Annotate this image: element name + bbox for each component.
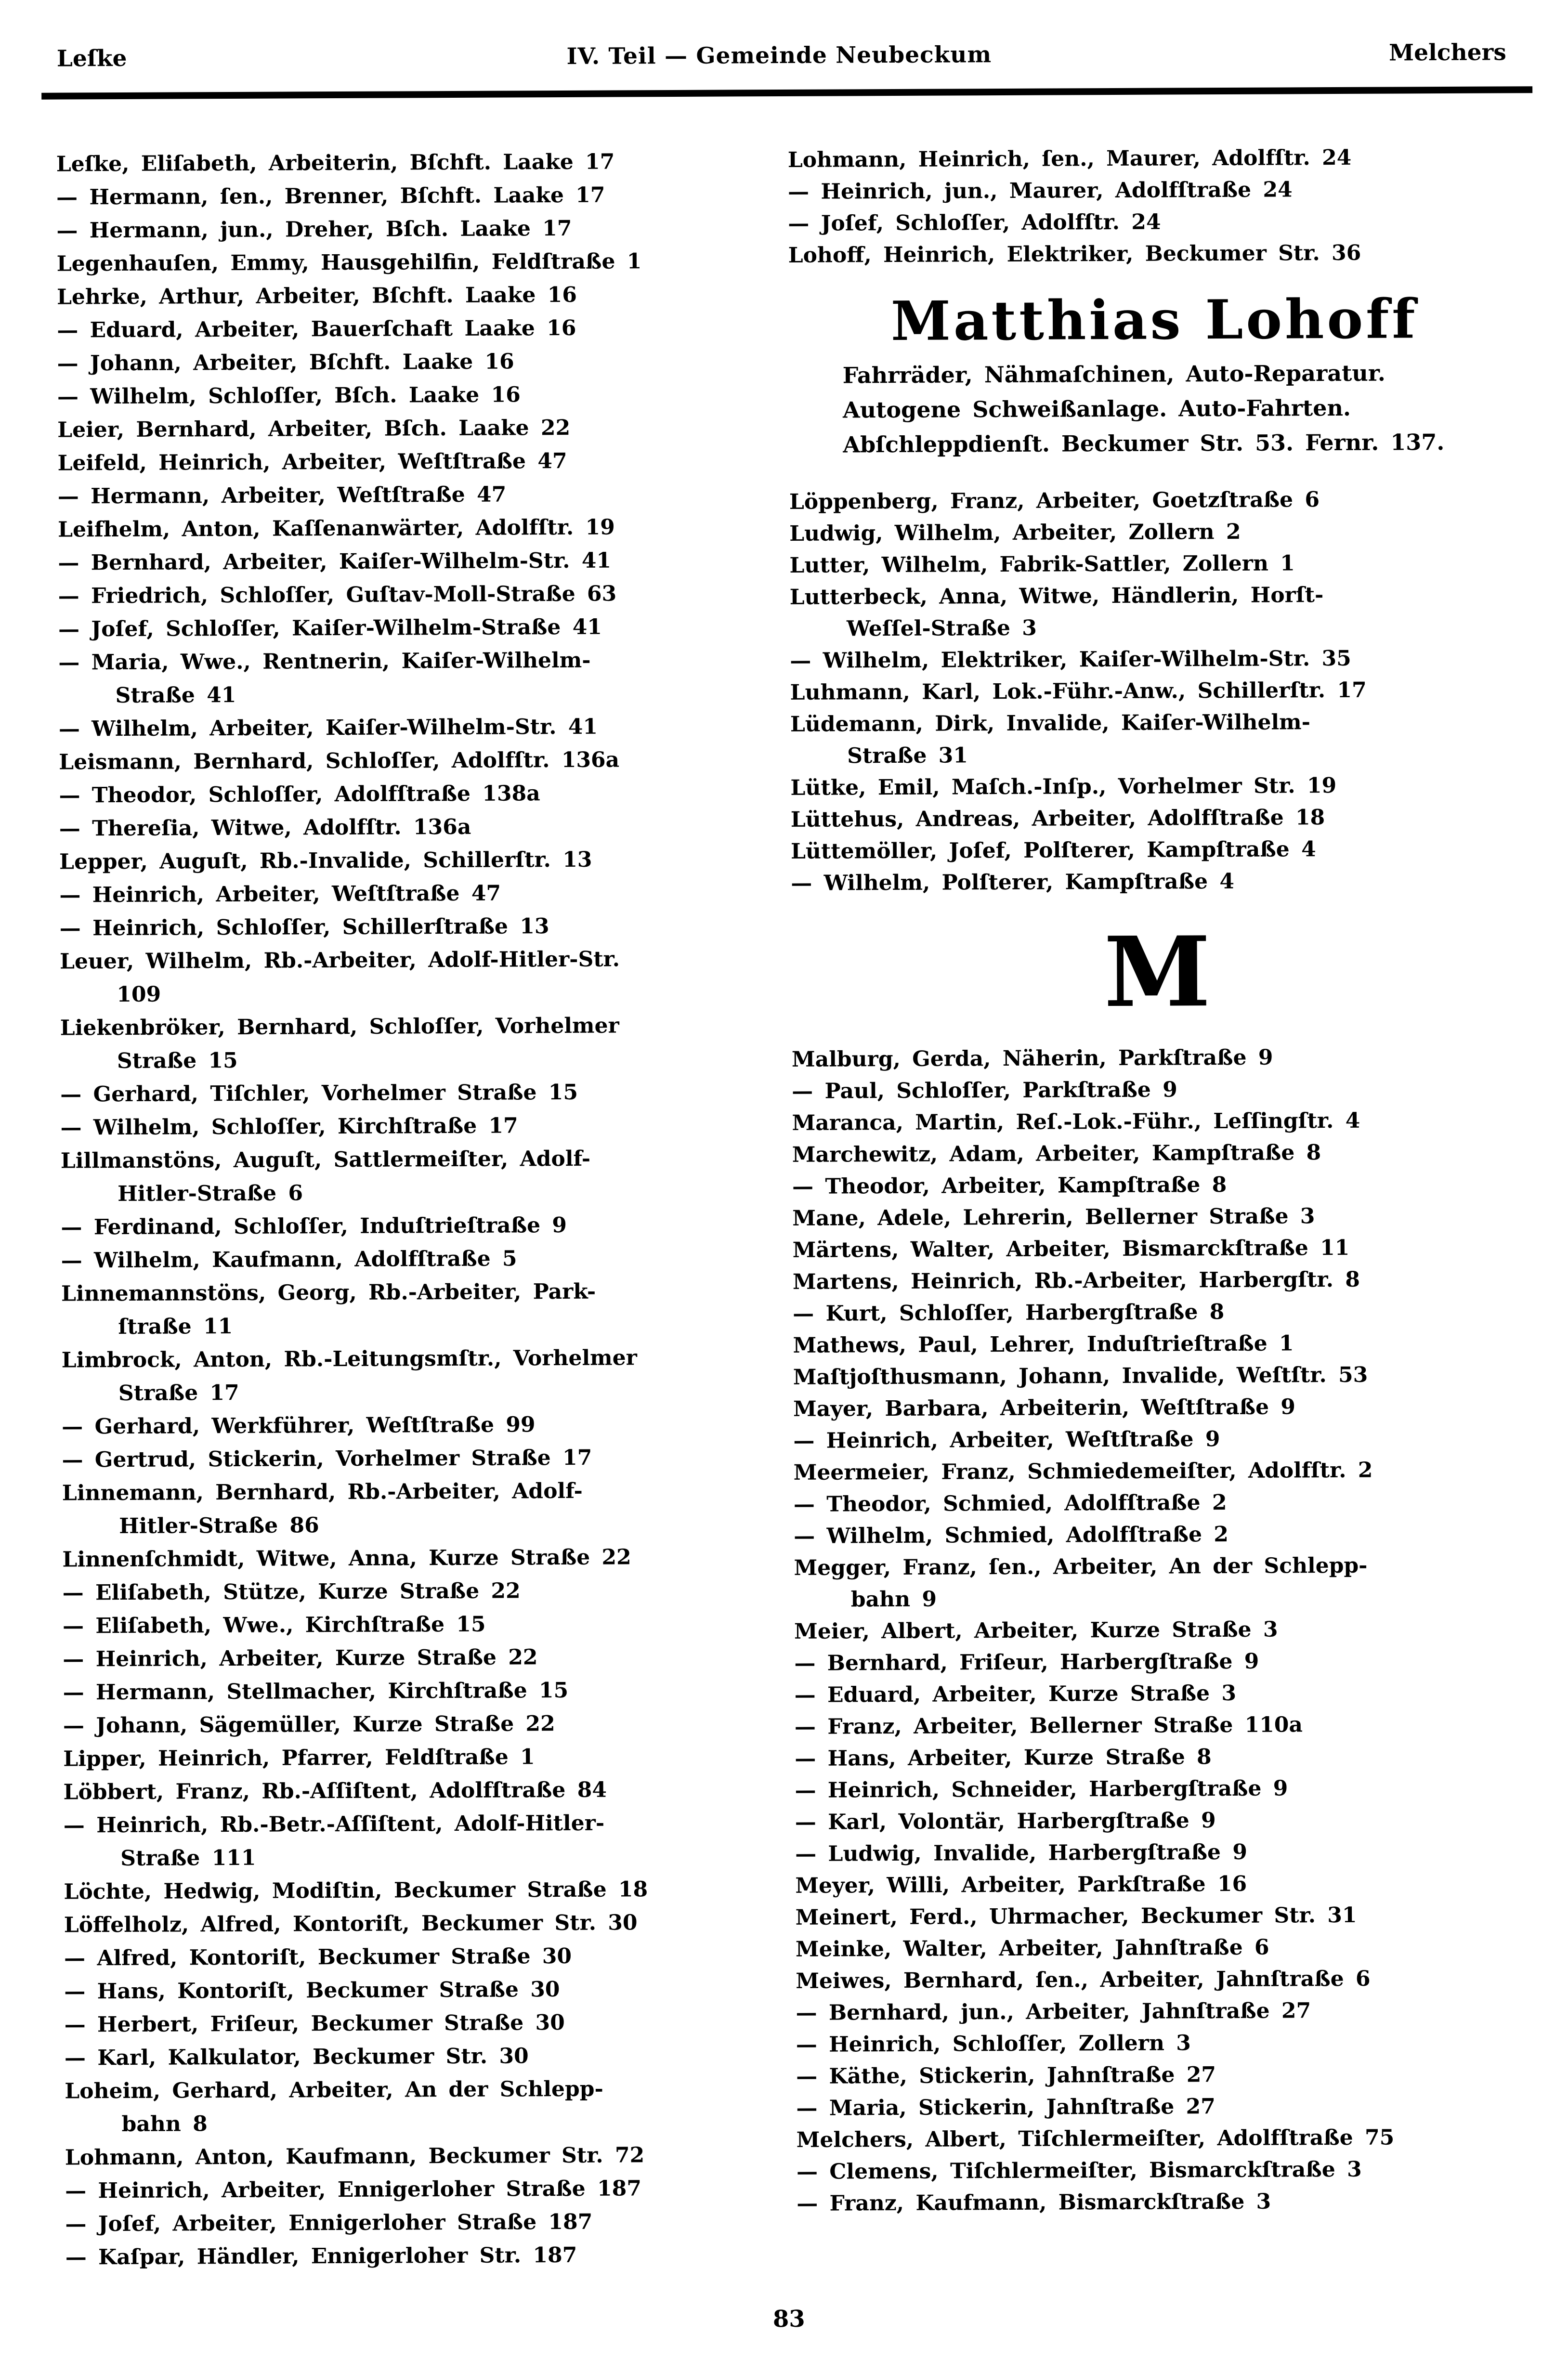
ad-title: Matthias Lohoff: [890, 287, 1418, 353]
directory-entry-line: Lüdemann, Dirk, Invalide, Kaiſer-Wilhelm-: [790, 710, 1311, 737]
directory-entry-line: Meinke, Walter, Arbeiter, Jahnſtraße 6: [795, 1935, 1269, 1962]
directory-entry-line: Lillmanstöns, Auguſt, Sattlermeiſter, Adolf-: [60, 1146, 591, 1173]
directory-entry-line: — Maria, Stickerin, Jahnſtraße 27: [796, 2094, 1215, 2121]
directory-entry-line: — Kaſpar, Händler, Ennigerloher Str. 187: [65, 2242, 577, 2270]
directory-entry-line: — Wilhelm, Schloſſer, Bſch. Laake 16: [57, 382, 521, 409]
directory-entry-line: Märtens, Walter, Arbeiter, Bismarckſtraße 11: [792, 1235, 1350, 1263]
right-column: [788, 141, 1529, 2220]
directory-entry-line: Lüttehus, Andreas, Arbeiter, Adolfſtraße 18: [790, 805, 1325, 832]
directory-entry-line: — Kurt, Schloſſer, Harbergſtraße 8: [793, 1300, 1225, 1326]
directory-entry-line: — Heinrich, Arbeiter, Kurze Straße 22: [63, 1645, 538, 1672]
directory-entry-line: Malburg, Gerda, Näherin, Parkſtraße 9: [791, 1045, 1273, 1072]
directory-entry-line: Leier, Bernhard, Arbeiter, Bſch. Laake 22: [57, 415, 571, 443]
header-rule: [41, 86, 1532, 100]
directory-entry-line: — Käthe, Stickerin, Jahnſtraße 27: [796, 2062, 1216, 2089]
right-mid-entries: [789, 483, 1523, 899]
directory-entry-line: — Alfred, Kontoriſt, Beckumer Straße 30: [64, 1943, 572, 1971]
left-column: [56, 144, 783, 2274]
directory-entry-line: — Heinrich, Arbeiter, Ennigerloher Straße 187: [65, 2176, 642, 2203]
directory-entry-line: Lüttemöller, Joſef, Polſterer, Kampſtraße 4: [790, 837, 1316, 864]
directory-entry-line: — Gerhard, Werkführer, Weſtſtraße 99: [62, 1412, 536, 1439]
directory-entry-line: Loheim, Gerhard, Arbeiter, An der Schlepp-: [65, 2076, 603, 2104]
directory-entry-line: — Hermann, ſen., Brenner, Bſchft. Laake 17: [56, 182, 605, 210]
directory-entry-line: bahn 9: [850, 1587, 937, 1612]
directory-entry-line: Meermeier, Franz, Schmiedemeiſter, Adolfſtr. 2: [793, 1458, 1373, 1485]
directory-entry-line: — Heinrich, jun., Maurer, Adolfſtraße 24: [787, 177, 1293, 204]
directory-entry-line: Lehrke, Arthur, Arbeiter, Bſchft. Laake 16: [56, 282, 577, 310]
directory-entry-line: — Heinrich, Arbeiter, Weſtſtraße 9: [793, 1427, 1220, 1453]
directory-entry-line: — Hans, Arbeiter, Kurze Straße 8: [795, 1745, 1212, 1771]
directory-entry-line: Melchers, Albert, Tiſchlermeiſter, Adolfſtraße 75: [796, 2125, 1395, 2152]
directory-entry-line: Megger, Franz, ſen., Arbeiter, An der Schlepp-: [794, 1553, 1368, 1580]
directory-entry-line: Ludwig, Wilhelm, Arbeiter, Zollern 2: [789, 519, 1241, 546]
directory-entry-line: Meiwes, Bernhard, ſen., Arbeiter, Jahnſtraße 6: [796, 1966, 1371, 1994]
directory-entry-line: — Hermann, Stellmacher, Kirchſtraße 15: [63, 1678, 569, 1705]
ad-line-3: Abſchleppdienſt. Beckumer Str. 53. Fernr. 137.: [843, 429, 1445, 458]
directory-entry-line: — Bernhard, jun., Arbeiter, Jahnſtraße 27: [796, 1998, 1311, 2025]
directory-entry-line: Lutterbeck, Anna, Witwe, Händlerin, Horſt-: [789, 583, 1324, 610]
directory-entry-line: — Karl, Kalkulator, Beckumer Str. 30: [64, 2044, 529, 2071]
directory-entry-line: — Wilhelm, Elektriker, Kaiſer-Wilhelm-Str. 35: [790, 646, 1351, 673]
right-top-entries: [788, 141, 1520, 272]
directory-entry-line: — Hermann, Arbeiter, Weſtſtraße 47: [57, 482, 507, 509]
directory-entry-line: Lohmann, Anton, Kaufmann, Beckumer Str. 72: [65, 2143, 645, 2170]
directory-entry-line: Straße 111: [120, 1845, 256, 1871]
directory-entry-line: — Theodor, Schmied, Adolfſtraße 2: [793, 1490, 1227, 1517]
right-bottom-entries: [792, 1041, 1529, 2220]
directory-entry-line: Straße 17: [118, 1380, 239, 1406]
directory-entry-line: — Johann, Sägemüller, Kurze Straße 22: [63, 1711, 555, 1738]
directory-entry-line: Meinert, Ferd., Uhrmacher, Beckumer Str. 31: [795, 1903, 1357, 1930]
directory-entry-line: Linnemannstöns, Georg, Rb.-Arbeiter, Park-: [61, 1279, 596, 1306]
directory-entry-line: Limbrock, Anton, Rb.-Leitungsmſtr., Vorhelmer: [61, 1345, 637, 1373]
directory-entry-line: — Wilhelm, Kaufmann, Adolfſtraße 5: [61, 1246, 517, 1273]
directory-entry-line: Maſtjoſthusmann, Johann, Invalide, Weſtſtr. 53: [793, 1362, 1368, 1390]
directory-entry-line: Legenhauſen, Emmy, Hausgehilfin, Feldſtraße 1: [56, 249, 642, 276]
directory-entry-line: — Heinrich, Schloſſer, Schillerſtraße 13: [59, 914, 549, 941]
directory-entry-line: — Thereſia, Witwe, Adolfſtr. 136a: [59, 814, 471, 841]
page-header: [0, 39, 1563, 75]
directory-entry-line: — Gertrud, Stickerin, Vorhelmer Straße 17: [62, 1445, 592, 1473]
directory-entry-line: — Friedrich, Schloſſer, Guſtav-Moll-Straße 63: [58, 581, 617, 609]
advertisement-block: [788, 283, 1521, 462]
directory-entry-line: — Bernhard, Friſeur, Harbergſtraße 9: [794, 1649, 1259, 1676]
directory-entry-line: — Joſef, Schloſſer, Kaiſer-Wilhelm-Straße 41: [58, 614, 602, 642]
directory-entry-line: — Joſef, Schloſſer, Adolfſtr. 24: [788, 209, 1161, 236]
directory-entry-line: — Hans, Kontoriſt, Beckumer Straße 30: [64, 1977, 560, 2004]
directory-entry-line: Löppenberg, Franz, Arbeiter, Goetzſtraße 6: [789, 487, 1320, 514]
directory-entry-line: Meyer, Willi, Arbeiter, Parkſtraße 16: [795, 1871, 1247, 1898]
directory-entry-line: Straße 41: [115, 682, 236, 708]
directory-entry-line: Straße 31: [847, 743, 968, 769]
directory-entry-line: Löchte, Hedwig, Modiſtin, Beckumer Straße 18: [64, 1877, 648, 1904]
directory-entry-line: — Gerhard, Tiſchler, Vorhelmer Straße 15: [60, 1080, 578, 1107]
directory-entry-line: — Wilhelm, Schmied, Adolfſtraße 2: [794, 1522, 1229, 1549]
directory-entry-line: Lohoff, Heinrich, Elektriker, Beckumer Str. 36: [788, 240, 1361, 268]
directory-entry-line: — Clemens, Tiſchlermeiſter, Bismarckſtraße 3: [796, 2157, 1362, 2184]
directory-entry-line: — Joſef, Arbeiter, Ennigerloher Straße 187: [65, 2209, 593, 2237]
directory-entry-line: — Eliſabeth, Stütze, Kurze Straße 22: [62, 1578, 521, 1605]
directory-entry-line: Hitler-Straße 86: [119, 1513, 319, 1539]
directory-entry-line: — Paul, Schloſſer, Parkſtraße 9: [792, 1077, 1177, 1104]
directory-entry-line: — Karl, Volontär, Harbergſtraße 9: [795, 1808, 1216, 1835]
directory-entry-line: bahn 8: [121, 2111, 208, 2137]
directory-entry-line: — Wilhelm, Schloſſer, Kirchſtraße 17: [60, 1113, 518, 1140]
directory-entry-line: — Theodor, Arbeiter, Kampſtraße 8: [792, 1172, 1227, 1199]
header-catchword-right: Melchers: [1388, 39, 1506, 66]
directory-entry-line: Lohmann, Heinrich, ſen., Maurer, Adolfſtr. 24: [787, 145, 1352, 172]
directory-entry-line: Luhmann, Karl, Lok.-Führ.-Anw., Schillerſtr. 17: [790, 678, 1367, 705]
directory-entry-line: Linnemann, Bernhard, Rb.-Arbeiter, Adolf-: [62, 1478, 583, 1506]
directory-entry-line: — Eduard, Arbeiter, Kurze Straße 3: [794, 1681, 1237, 1707]
directory-entry-line: Löbbert, Franz, Rb.-Aſſiſtent, Adolfſtraße 84: [63, 1777, 607, 1805]
page-number: 83: [772, 2305, 805, 2333]
directory-entry-line: — Eliſabeth, Wwe., Kirchſtraße 15: [62, 1612, 486, 1639]
directory-entry-line: — Ludwig, Invalide, Harbergſtraße 9: [795, 1839, 1247, 1866]
ad-line-2: Autogene Schweißanlage. Auto-Fahrten.: [842, 394, 1351, 423]
directory-entry-line: — Theodor, Schloſſer, Adolfſtraße 138a: [59, 781, 540, 808]
directory-entry-line: — Eduard, Arbeiter, Bauerſchaft Laake 16: [57, 315, 576, 343]
directory-entry-line: — Wilhelm, Arbeiter, Kaiſer-Wilhelm-Str. 41: [58, 714, 598, 742]
header-title: IV. Teil — Gemeinde Neubeckum: [566, 41, 992, 70]
directory-entry-line: — Heinrich, Rb.-Betr.-Aſſiſtent, Adolf-Hitler-: [63, 1811, 605, 1838]
directory-entry-line: Leifeld, Heinrich, Arbeiter, Weſtſtraße 47: [57, 448, 567, 476]
directory-entry-line: Leismann, Bernhard, Schloſſer, Adolfſtr. 136a: [59, 747, 620, 775]
directory-entry-line: — Hermann, jun., Dreher, Bſch. Laake 17: [56, 216, 572, 243]
directory-entry-line: ſtraße 11: [118, 1314, 233, 1340]
directory-entry-line: — Bernhard, Arbeiter, Kaiſer-Wilhelm-Str. 41: [58, 548, 612, 575]
directory-entry-line: Liekenbröker, Bernhard, Schloſſer, Vorhelmer: [60, 1013, 619, 1041]
directory-entry-line: Lipper, Heinrich, Pfarrer, Feldſtraße 1: [63, 1745, 535, 1772]
directory-entry-line: Maranca, Martin, Reſ.-Lok.-Führ., Leſſingſtr. 4: [792, 1108, 1360, 1135]
directory-entry-line: Marchewitz, Adam, Arbeiter, Kampſtraße 8: [792, 1140, 1321, 1167]
directory-entry-line: — Herbert, Friſeur, Beckumer Straße 30: [64, 2010, 565, 2037]
directory-entry-line: Martens, Heinrich, Rb.-Arbeiter, Harbergſtr. 8: [792, 1267, 1360, 1294]
directory-entry-line: — Wilhelm, Polſterer, Kampſtraße 4: [791, 869, 1235, 896]
directory-entry-line: Mane, Adele, Lehrerin, Bellerner Straße 3: [792, 1204, 1315, 1231]
directory-entry-line: Lütke, Emil, Maſch.-Inſp., Vorhelmer Str. 19: [790, 773, 1337, 800]
directory-entry-line: — Franz, Kaufmann, Bismarckſtraße 3: [797, 2189, 1271, 2216]
directory-entry-line: Lepper, Auguſt, Rb.-Invalide, Schillerſtr. 13: [59, 847, 592, 874]
directory-entry-line: Lutter, Wilhelm, Fabrik-Sattler, Zollern 1: [789, 551, 1295, 578]
directory-entry-line: — Maria, Wwe., Rentnerin, Kaiſer-Wilhelm-: [58, 648, 591, 675]
ad-line-1: Fahrräder, Nähmaſchinen, Auto-Reparatur.: [842, 360, 1385, 389]
directory-entry-line: Leuer, Wilhelm, Rb.-Arbeiter, Adolf-Hitler-Str.: [59, 947, 620, 974]
directory-entry-line: Weſſel-Straße 3: [846, 615, 1037, 641]
directory-entry-line: 109: [117, 982, 161, 1007]
directory-entry-line: Meier, Albert, Arbeiter, Kurze Straße 3: [794, 1617, 1278, 1644]
directory-entry-line: Löffelholz, Alfred, Kontoriſt, Beckumer Str. 30: [64, 1910, 638, 1938]
directory-entry-line: — Ferdinand, Schloſſer, Induſtrieſtraße 9: [61, 1212, 567, 1240]
directory-entry-line: — Heinrich, Schneider, Harbergſtraße 9: [795, 1776, 1288, 1803]
directory-entry-line: Mayer, Barbara, Arbeiterin, Weſtſtraße 9: [793, 1395, 1296, 1421]
directory-entry-line: — Franz, Arbeiter, Bellerner Straße 110a: [794, 1712, 1303, 1739]
directory-entry-line: — Johann, Arbeiter, Bſchft. Laake 16: [57, 349, 514, 376]
directory-entry-line: Hitler-Straße 6: [118, 1181, 303, 1207]
directory-entry-line: — Heinrich, Schloſſer, Zollern 3: [796, 2031, 1191, 2057]
directory-entry-line: Leifhelm, Anton, Kaſſenanwärter, Adolfſtr. 19: [58, 515, 615, 542]
directory-entry-line: Mathews, Paul, Lehrer, Induſtrieſtraße 1: [793, 1331, 1294, 1358]
header-catchword-left: Leſke: [56, 45, 127, 72]
directory-entry-line: — Heinrich, Arbeiter, Weſtſtraße 47: [59, 881, 501, 908]
directory-entry-line: Straße 15: [117, 1048, 238, 1074]
directory-entry-line: Linnenſchmidt, Witwe, Anna, Kurze Straße 22: [62, 1545, 631, 1572]
section-letter-m: M: [1103, 915, 1211, 1030]
directory-entry-line: Leſke, Eliſabeth, Arbeiterin, Bſchft. Laake 17: [56, 149, 615, 177]
